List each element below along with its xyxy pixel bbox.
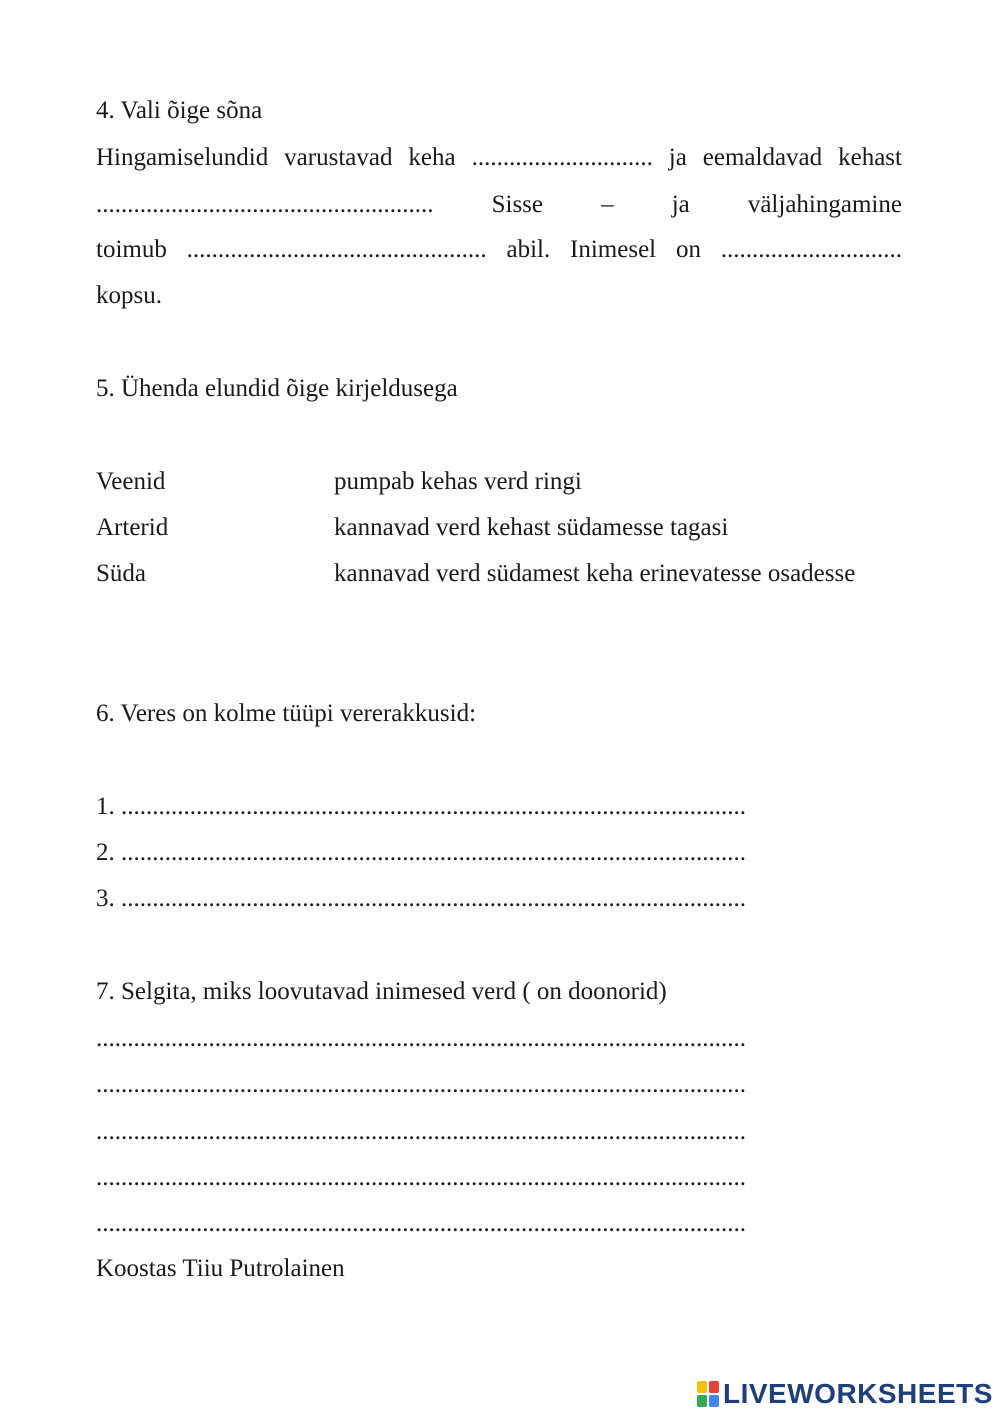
q4-line-1 <box>96 143 902 173</box>
word: toimub <box>96 236 167 263</box>
blank-dots[interactable]: ...................................................... <box>96 191 434 218</box>
word: varustavad <box>284 144 393 171</box>
q7-answer-line-5[interactable]: ........................................................................................................ <box>96 1210 746 1237</box>
q6-title: 6. Veres on kolme tüüpi vererakkusid: <box>96 700 477 727</box>
q7-answer-line-4[interactable]: ........................................................................................................ <box>96 1164 746 1191</box>
word: ja <box>671 191 690 218</box>
author-credit: Koostas Tiiu Putrolainen <box>96 1255 345 1282</box>
q6-answer-line-2[interactable]: 2. .................................................................................................... <box>96 839 746 866</box>
blank-dots[interactable]: ............................. <box>720 236 902 263</box>
q5-organ-1[interactable]: Veenid <box>96 468 166 495</box>
word: eemaldavad <box>702 144 823 171</box>
blank-dots[interactable]: ................................................ <box>186 236 487 263</box>
blank-dots[interactable]: ............................. <box>471 144 653 171</box>
q4-title: 4. Vali õige sõna <box>96 97 263 124</box>
word: Hingamiselundid <box>96 144 269 171</box>
q5-title: 5. Ühenda elundid õige kirjeldusega <box>96 375 458 402</box>
q7-answer-line-1[interactable]: ........................................................................................................ <box>96 1025 746 1052</box>
word: Inimesel <box>570 236 657 263</box>
q5-description-2[interactable]: kannavad verd kehast südamesse tagasi <box>334 514 729 541</box>
q5-description-1[interactable]: pumpab kehas verd ringi <box>334 468 582 495</box>
word: on <box>675 236 701 263</box>
liveworksheets-logo-icon <box>697 1381 719 1407</box>
word: ja <box>668 144 687 171</box>
word: Sisse <box>491 191 543 218</box>
word: väljahingamine <box>747 191 902 218</box>
q4-line-4: kopsu. <box>96 282 162 309</box>
word: – <box>601 191 614 218</box>
q7-answer-line-2[interactable]: ........................................................................................................ <box>96 1071 746 1098</box>
q7-answer-line-3[interactable]: ........................................................................................................ <box>96 1118 746 1145</box>
word: kehast <box>838 144 902 171</box>
q7-title: 7. Selgita, miks loovutavad inimesed verd ( on doonorid) <box>96 978 667 1005</box>
liveworksheets-logo-text: LIVEWORKSHEETS <box>723 1378 993 1409</box>
q5-description-3[interactable]: kannavad verd südamest keha erinevatesse osadesse <box>334 560 856 587</box>
liveworksheets-logo <box>697 1378 993 1410</box>
word: abil. <box>506 236 551 263</box>
q6-answer-line-1[interactable]: 1. .................................................................................................... <box>96 793 746 820</box>
q4-line-3 <box>96 235 902 265</box>
q6-answer-line-3[interactable]: 3. .................................................................................................... <box>96 885 746 912</box>
q5-organ-3[interactable]: Süda <box>96 560 146 587</box>
word: keha <box>408 144 456 171</box>
q5-organ-2[interactable]: Arterid <box>96 514 169 541</box>
q4-line-2 <box>96 190 902 220</box>
